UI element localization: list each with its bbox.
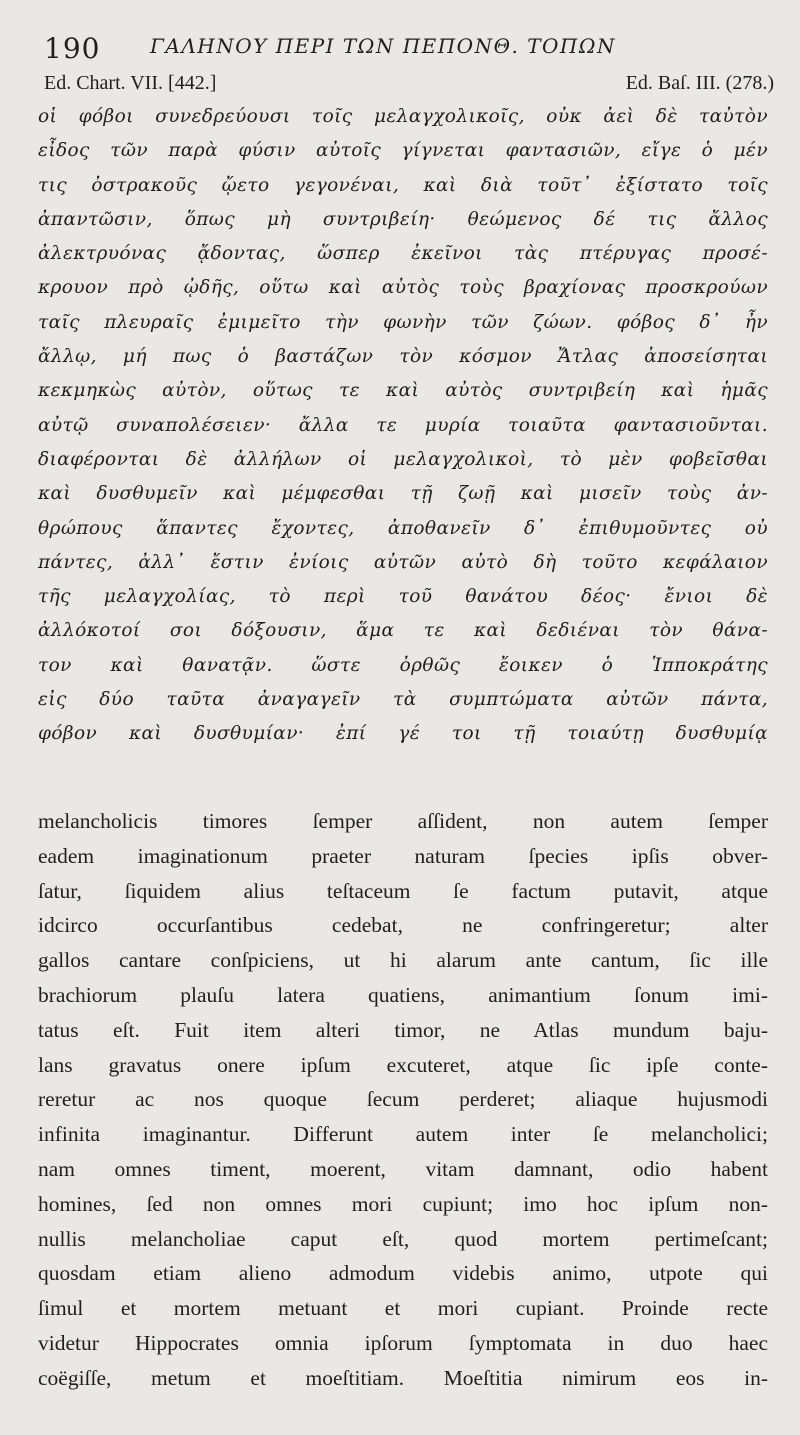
greek-line: ἄλλῳ, μή πως ὁ βαστάζων τὸν κόσμον Ἄτλας ἀποσείσηται bbox=[38, 346, 768, 368]
greek-line: τῆς μελαγχολίας, τὸ περὶ τοῦ θανάτου δέος· ἔνιοι δὲ bbox=[38, 586, 768, 608]
greek-line: διαφέρονται δὲ ἀλλήλων οἱ μελαγχολικοὶ, τὸ μὲν φοβεῖσθαι bbox=[38, 448, 768, 470]
edition-reference-basel: Ed. Baſ. III. (278.) bbox=[625, 72, 774, 94]
latin-line: eadem imaginationum praeter naturam ſpecies ipſis obver- bbox=[38, 843, 768, 868]
latin-line: videtur Hippocrates omnia ipſorum ſymptomata in duo haec bbox=[38, 1330, 768, 1355]
greek-line: ταῖς πλευραῖς ἐμιμεῖτο τὴν φωνὴν τῶν ζώων. φόβος δ᾽ ἦν bbox=[38, 311, 768, 333]
book-page bbox=[38, 24, 774, 1390]
latin-line: ſatur, ſiquidem alius teſtaceum ſe factum putavit, atque bbox=[38, 878, 768, 903]
greek-line: φόβον καὶ δυσθυμίαν· ἐπί γέ τοι τῇ τοιαύτῃ δυσθυμίᾳ bbox=[38, 723, 768, 745]
greek-text-block bbox=[38, 100, 768, 752]
greek-line: κεκμηκὼς αὐτὸν, οὕτως τε καὶ αὐτὸς συντριβείη καὶ ἡμᾶς bbox=[38, 380, 768, 402]
latin-line: homines, ſed non omnes mori cupiunt; imo hoc ipſum non- bbox=[38, 1191, 768, 1216]
latin-line: nam omnes timent, moerent, vitam damnant, odio habent bbox=[38, 1156, 768, 1181]
latin-text-block bbox=[38, 804, 768, 1396]
greek-line: θρώπους ἅπαντες ἔχοντες, ἀποθανεῖν δ᾽ ἐπιθυμοῦντες οὐ bbox=[38, 517, 768, 539]
edition-reference-chartier: Ed. Chart. VII. [442.] bbox=[44, 72, 217, 94]
latin-line: nullis melancholiae caput eſt, quod mortem pertimeſcant; bbox=[38, 1226, 768, 1251]
greek-line: οἱ φόβοι συνεδρεύουσι τοῖς μελαγχολικοῖς, οὐκ ἀεὶ δὲ ταὐτὸν bbox=[38, 106, 768, 127]
latin-line: tatus eſt. Fuit item alteri timor, ne Atlas mundum baju- bbox=[38, 1017, 768, 1042]
greek-line: ἀπαντῶσιν, ὅπως μὴ συντριβείη· θεώμενος δέ τις ἄλλος bbox=[38, 208, 768, 230]
latin-line: ſimul et mortem metuant et mori cupiant. Proinde recte bbox=[38, 1296, 768, 1321]
latin-line: lans gravatus onere ipſum excuteret, atque ſic ipſe conte- bbox=[38, 1052, 768, 1077]
page-number: 190 bbox=[44, 32, 101, 65]
running-title: ΓΑΛΗΝΟΥ ΠΕΡΙ ΤΩΝ ΠΕΠΟΝΘ. ΤΟΠΩΝ bbox=[150, 34, 616, 58]
latin-line: infinita imaginantur. Differunt autem inter ſe melancholici; bbox=[38, 1122, 768, 1147]
greek-line: καὶ δυσθυμεῖν καὶ μέμφεσθαι τῇ ζωῇ καὶ μισεῖν τοὺς ἀν- bbox=[38, 483, 768, 505]
latin-line: coëgiſſe, metum et moeſtitiam. Moeſtitia nimirum eos in- bbox=[38, 1365, 768, 1390]
latin-line: gallos cantare conſpiciens, ut hi alarum ante cantum, ſic ille bbox=[38, 948, 768, 973]
latin-line: idcirco occurſantibus cedebat, ne confringeretur; alter bbox=[38, 913, 768, 938]
greek-line: εἶδος τῶν παρὰ φύσιν αὐτοῖς γίγνεται φαντασιῶν, εἴγε ὁ μέν bbox=[38, 140, 768, 162]
latin-line: quosdam etiam alieno admodum videbis animo, utpote qui bbox=[38, 1261, 768, 1286]
greek-line: εἰς δύο ταῦτα ἀναγαγεῖν τὰ συμπτώματα αὐτῶν πάντα, bbox=[38, 689, 768, 711]
greek-line: τις ὀστρακοῦς ᾤετο γεγονέναι, καὶ διὰ τοῦτ᾽ ἐξίστατο τοῖς bbox=[38, 174, 768, 196]
greek-line: ἀλεκτρυόνας ᾄδοντας, ὥσπερ ἐκεῖνοι τὰς πτέρυγας προσέ- bbox=[38, 243, 768, 265]
edition-references bbox=[38, 70, 774, 100]
page-header bbox=[38, 24, 768, 64]
latin-line: melancholicis timores ſemper aſſident, non autem ſemper bbox=[38, 809, 768, 833]
latin-line: brachiorum plauſu latera quatiens, animantium ſonum imi- bbox=[38, 982, 768, 1007]
greek-line: ἀλλόκοτοί σοι δόξουσιν, ἅμα τε καὶ δεδιέναι τὸν θάνα- bbox=[38, 620, 768, 642]
greek-line: τον καὶ θανατᾷν. ὥστε ὀρθῶς ἔοικεν ὁ Ἱπποκράτης bbox=[38, 654, 768, 676]
greek-line: κρουον πρὸ ᾠδῆς, οὕτω καὶ αὐτὸς τοὺς βραχίονας προσκρούων bbox=[38, 277, 768, 299]
greek-line: αὐτῷ συναπολέσειεν· ἄλλα τε μυρία τοιαῦτα φαντασιοῦνται. bbox=[38, 414, 768, 436]
greek-line: πάντες, ἀλλ᾽ ἔστιν ἐνίοις αὐτῶν αὐτὸ δὴ τοῦτο κεφάλαιον bbox=[38, 551, 768, 573]
latin-line: reretur ac nos quoque ſecum perderet; aliaque hujusmodi bbox=[38, 1087, 768, 1112]
